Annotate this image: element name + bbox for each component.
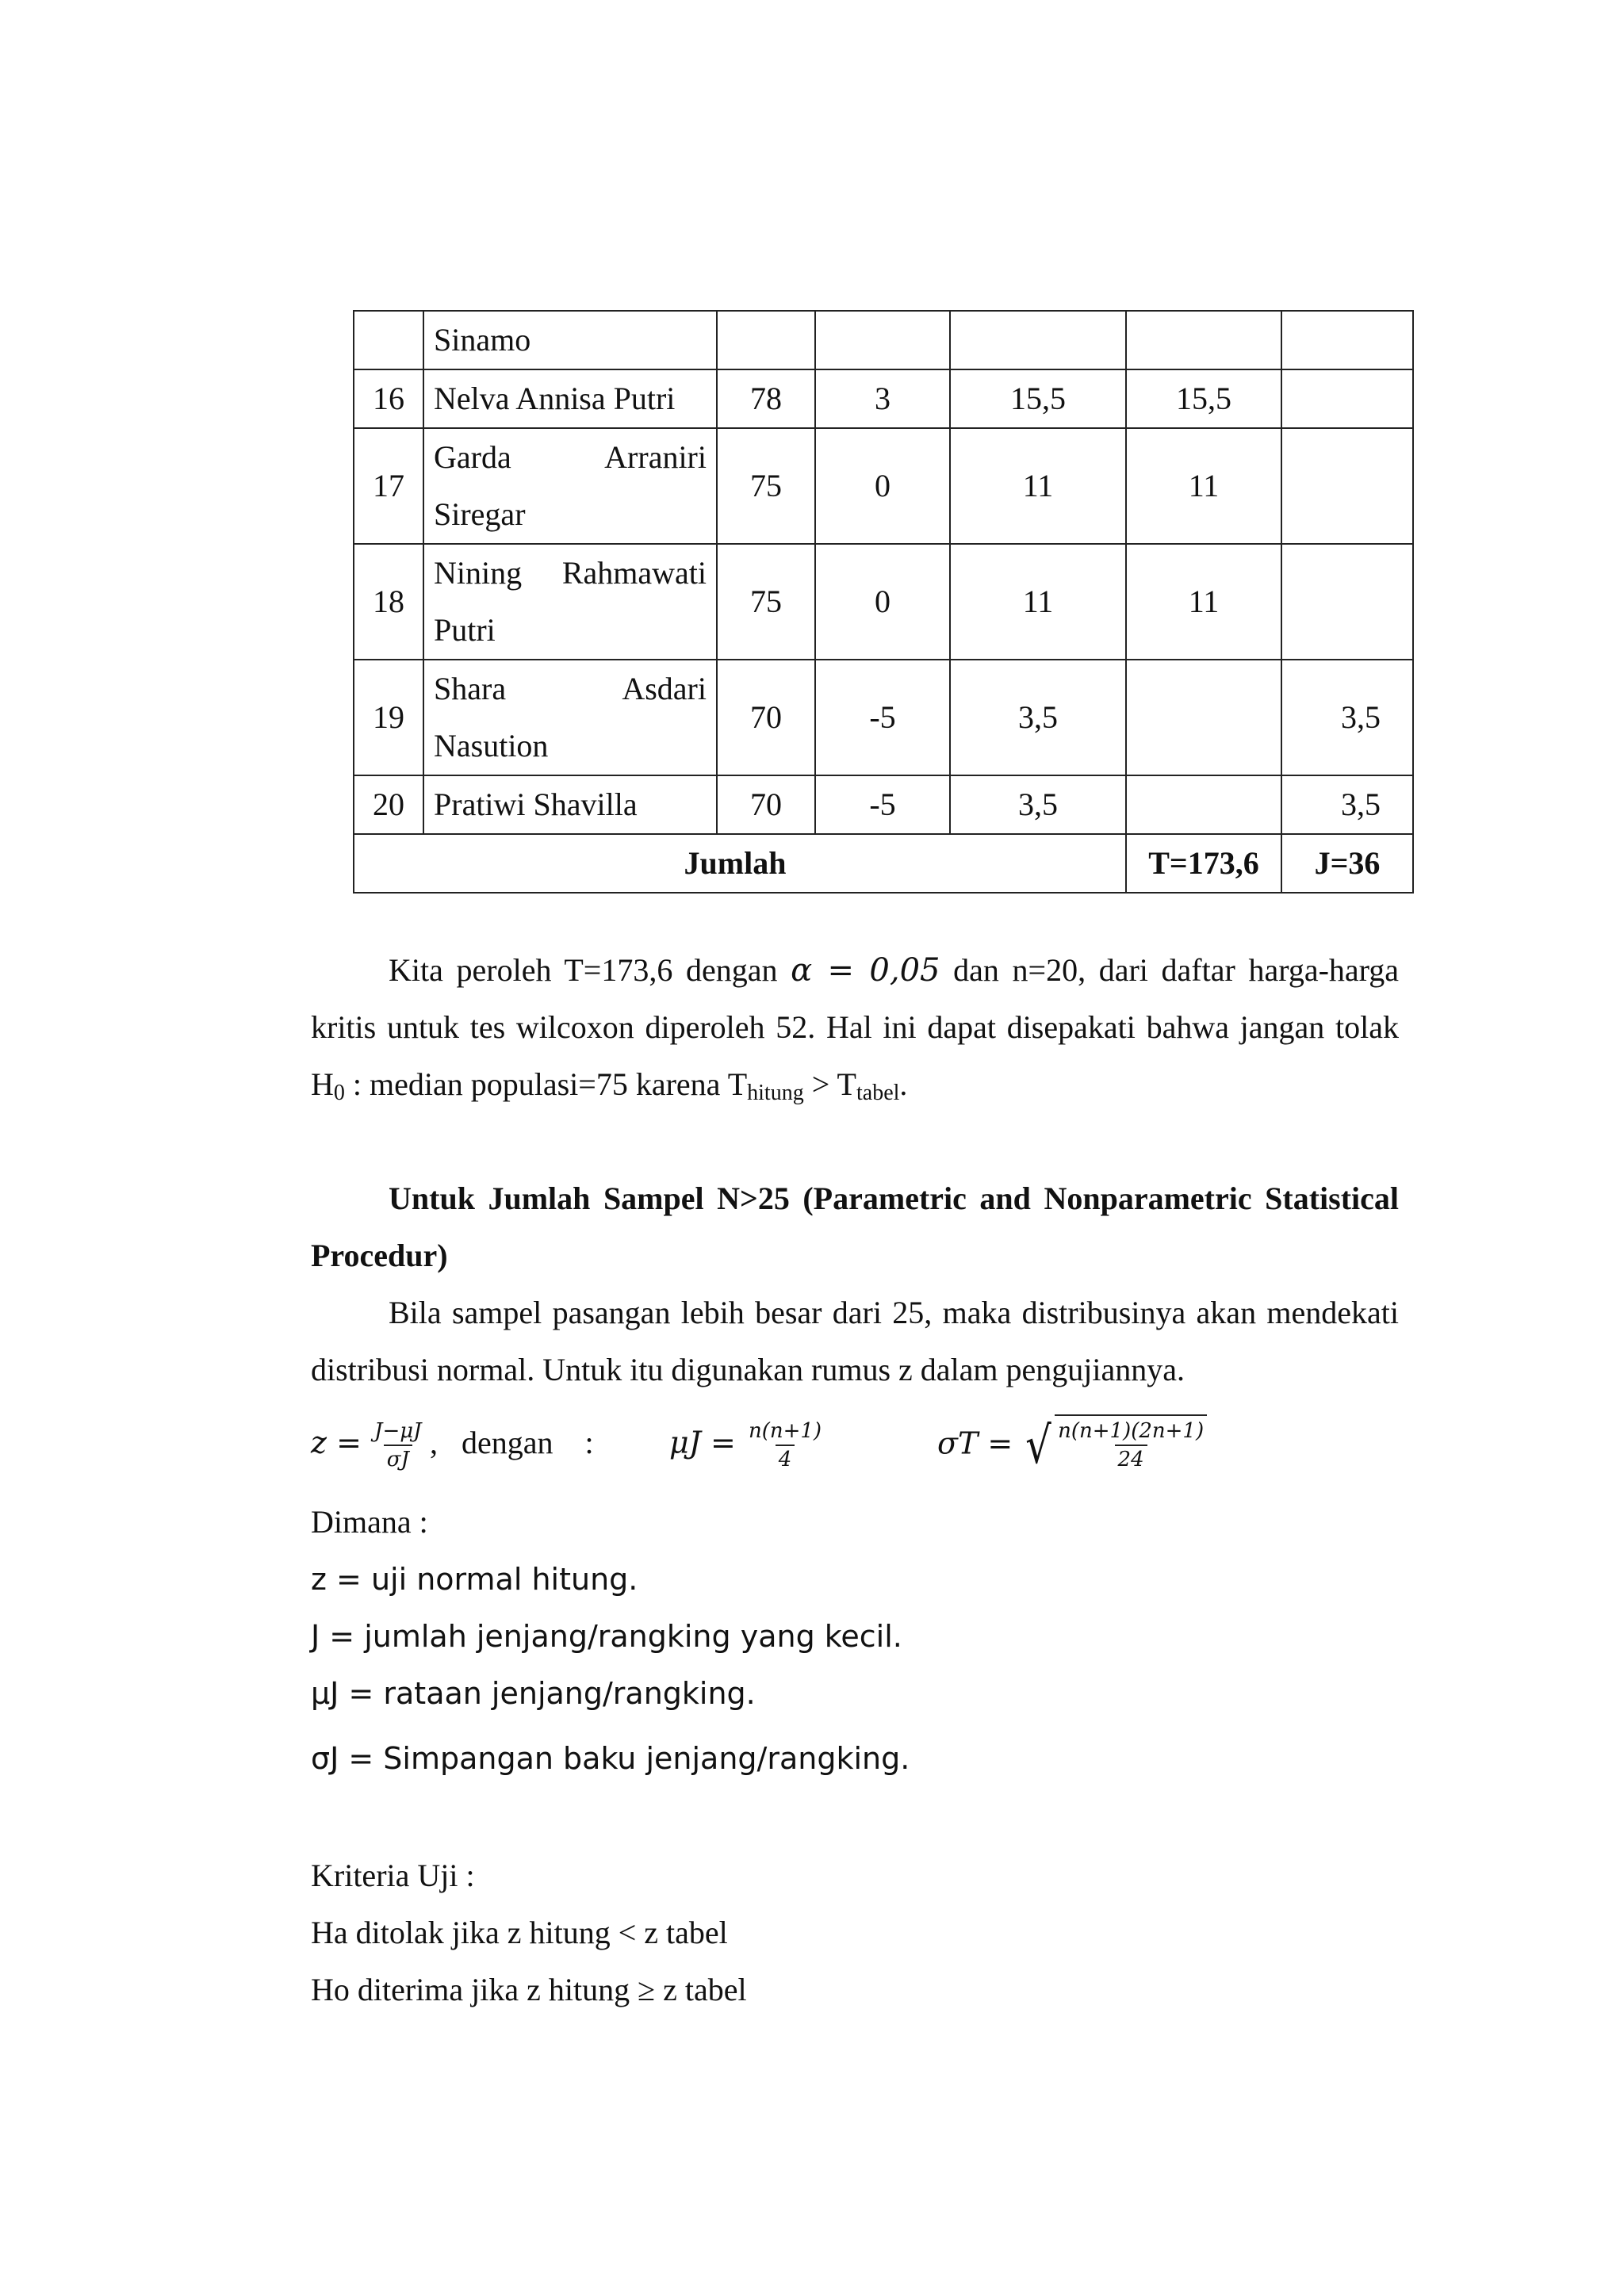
formula-mu: μJ = $\frac{n(n+1)}{4}$ xyxy=(669,1419,822,1471)
table-total-row xyxy=(354,834,1413,893)
name-line: Garda Arraniri xyxy=(434,439,707,475)
cell-negatif xyxy=(1281,311,1413,369)
cell-no: 16 xyxy=(354,369,423,428)
table-row xyxy=(354,544,1413,660)
table-row xyxy=(354,428,1413,544)
cell-jenjang xyxy=(950,311,1126,369)
cell-jenjang: 3,5 xyxy=(950,775,1126,834)
cell-positif xyxy=(1126,775,1281,834)
cell-name xyxy=(423,660,717,775)
cell-negatif xyxy=(1281,544,1413,660)
paragraph-result: Kita peroleh T=173,6 dengan α = 0,05 dan n=20, dari daftar harga-harga kritis untuk tes wilcoxon diperoleh 52. Hal ini dapat disepakati bahwa jangan tolak $H_0$ : median populasi=75 karena $T_{hitung} > T_{tabel}$. xyxy=(311,952,1399,1105)
table-row xyxy=(354,660,1413,775)
cell-selisih: 0 xyxy=(815,544,950,660)
cell-nilai: 70 xyxy=(717,660,815,775)
cell-no: 20 xyxy=(354,775,423,834)
table-row xyxy=(354,311,1413,369)
name-line: Nelva Annisa Putri xyxy=(434,381,676,416)
name-line: Sinamo xyxy=(434,322,531,358)
cell-no: 17 xyxy=(354,428,423,544)
name-line: Putri xyxy=(434,612,496,648)
cell-jenjang: 11 xyxy=(950,428,1126,544)
criteria-line-1: Ha ditolak jika z hitung < z tabel xyxy=(311,1915,728,1950)
formula-row xyxy=(311,1410,1342,1489)
dimana-label: Dimana : xyxy=(311,1504,428,1540)
total-t: T=173,6 xyxy=(1126,834,1281,893)
cell-selisih: -5 xyxy=(815,660,950,775)
criteria-line-2: Ho diterima jika z hitung ≥ z tabel xyxy=(311,1972,747,2007)
cell-selisih xyxy=(815,311,950,369)
paragraph-normal: Bila sampel pasangan lebih besar dari 25, maka distribusinya akan mendekati distribusi normal. Untuk itu digunakan rumus z dalam pengujiannya. xyxy=(311,1295,1399,1387)
formula-sigma: σT = √ $\frac{n(n+1)(2n+1)}{24}$ xyxy=(937,1414,1207,1478)
cell-negatif: 3,5 xyxy=(1281,660,1413,775)
name-line: Nasution xyxy=(434,728,549,763)
cell-no: 19 xyxy=(354,660,423,775)
table-body xyxy=(354,311,1413,893)
definition-j: J = jumlah jenjang/rangking yang kecil. xyxy=(311,1619,902,1654)
name-line: Siregar xyxy=(434,496,526,532)
cell-no: 18 xyxy=(354,544,423,660)
section-heading: Untuk Jumlah Sampel N>25 (Parametric and Nonparametric Statistical Procedur) xyxy=(311,1181,1399,1273)
total-j: J=36 xyxy=(1281,834,1413,893)
cell-selisih: 0 xyxy=(815,428,950,544)
cell-jenjang: 3,5 xyxy=(950,660,1126,775)
cell-selisih: -5 xyxy=(815,775,950,834)
cell-nilai: 70 xyxy=(717,775,815,834)
formula-dengan: , dengan : xyxy=(430,1425,594,1460)
cell-nilai: 75 xyxy=(717,428,815,544)
definition-z: z = uji normal hitung. xyxy=(311,1562,638,1597)
name-line: Nining Rahmawati xyxy=(434,555,707,591)
cell-nilai: 75 xyxy=(717,544,815,660)
cell-selisih: 3 xyxy=(815,369,950,428)
definition-sigma: σJ = Simpangan baku jenjang/rangking. xyxy=(311,1741,910,1776)
name-line: Pratiwi Shavilla xyxy=(434,786,638,822)
name-line: Shara Asdari xyxy=(434,671,707,706)
total-label: Jumlah xyxy=(354,834,1126,893)
cell-no xyxy=(354,311,423,369)
cell-nilai: 78 xyxy=(717,369,815,428)
cell-name xyxy=(423,369,717,428)
cell-jenjang: 15,5 xyxy=(950,369,1126,428)
cell-positif xyxy=(1126,660,1281,775)
cell-nilai xyxy=(717,311,815,369)
cell-negatif xyxy=(1281,428,1413,544)
cell-positif xyxy=(1126,311,1281,369)
cell-jenjang: 11 xyxy=(950,544,1126,660)
cell-positif: 11 xyxy=(1126,428,1281,544)
cell-name xyxy=(423,775,717,834)
cell-positif: 15,5 xyxy=(1126,369,1281,428)
table-row xyxy=(354,775,1413,834)
table-row xyxy=(354,369,1413,428)
ranking-table xyxy=(353,310,1414,894)
cell-negatif xyxy=(1281,369,1413,428)
formula-z: z = $\frac{J-\mu J}{\sigma J}$ xyxy=(311,1419,422,1471)
cell-negatif: 3,5 xyxy=(1281,775,1413,834)
cell-name xyxy=(423,428,717,544)
cell-positif: 11 xyxy=(1126,544,1281,660)
cell-name xyxy=(423,311,717,369)
cell-name xyxy=(423,544,717,660)
definition-mu: μJ = rataan jenjang/rangking. xyxy=(311,1676,756,1711)
criteria-title: Kriteria Uji : xyxy=(311,1858,475,1893)
